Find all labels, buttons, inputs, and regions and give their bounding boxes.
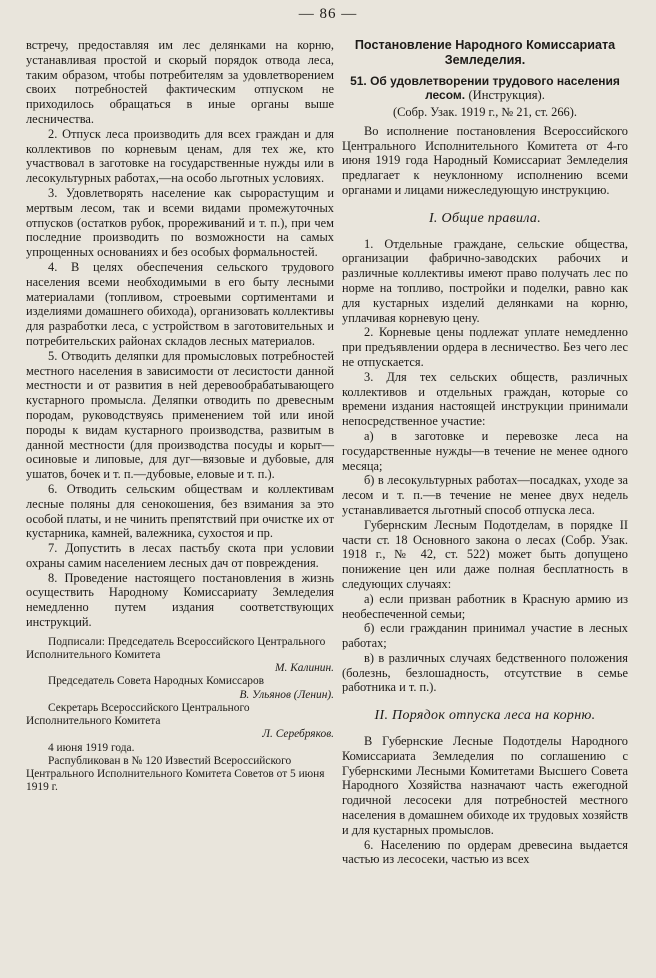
- signature-3-title: Секретарь Всероссийского Центрального Исполнительного Комитета: [26, 701, 250, 728]
- paragraph-5: 5. Отводить деляпки для промысловых потребностей местного населения в зависимости от лесистости данной местности и от развития в ней деревообрабатывающего кустарного промысла. Деляпки отводить по древесным породам, руководствуясь применением той или иной породы к видам кустарного производства, развитым в данной местности (для производства посуды и корыт—осиновые и липовые, для дуг—вязовые и дубовые, для ушатов, бочек и т. п.—дубовые, еловые и т. п.).: [26, 348, 334, 482]
- source-reference: (Собр. Узак. 1919 г., № 21, ст. 266).: [393, 105, 577, 119]
- rule-6: 6. Населению по ордерам древесина выдается частью из лесосеки, частью из всех: [342, 837, 628, 867]
- signature-1-title: Подписали: Председатель Всероссийского Центрального Исполнительного Комитета: [26, 635, 326, 662]
- rule-3-exemption: Губернским Лесным Подотделам, в порядке II части ст. 18 Основного закона о лесах (Собр. Узак. 1918 г., № 42, ст. 522) может быть допущено понижение цен или даже полная бесплатность в следующих случаях:: [342, 517, 628, 591]
- paragraph-6: 6. Отводить сельским обществам и коллективам лесные поляны для сенокошения, без взимания за это особой платы, и не чинить препятствий при очистке их от кустарника, камней, валежника, сухостоя и пр.: [26, 481, 334, 541]
- signature-2-name: В. Ульянов (Ленин).: [239, 688, 334, 701]
- rule-3-b: б) в лесокультурных работах—посадках, уходе за лесом и т. п.—в течение не менее двух недель устанавливается льготный способ отпуска леса.: [342, 473, 628, 517]
- section-1-heading: I. Общие правила.: [428, 210, 542, 226]
- signing-date: 4 июня 1919 года.: [48, 741, 135, 754]
- rule-3-a: а) в заготовке и перевозке леса на государственные нужды—в течение не менее одного месяца;: [342, 428, 628, 473]
- rule-3-case-c: в) в различных случаях бедственного положения (болезнь, безлошадность, отсутствие в семье работника и т. п.).: [342, 650, 628, 695]
- signature-1-name: М. Калинин.: [275, 662, 334, 675]
- rule-3: 3. Для тех сельских обществ, различных коллективов и отдельных граждан, которые со времени издания настоящей инструкции принимали непосредственное участие:: [342, 369, 628, 429]
- paragraph-continuation: встречу, предоставляя им лес делянками на корню, устанавливая простой и скорый порядок отвода леса, таким образом, чтобы потребителям за удовлетворением своих потребностей фактическим отпуском не приходилось обращаться в иные органы выше лесничества.: [26, 38, 334, 126]
- section-2-heading: II. Порядок отпуска леса на корню.: [374, 708, 596, 724]
- rule-4: В Губернские Лесные Подотделы Народного Комиссариата Земледелия по соглашению с Губернскими Лесными Комитетами Высшего Совета Народного Хозяйства назначают часть ежегодной годичной лесосеки для потребностей местного населения в домашнем обиходе их трудовых хозяйств и для кустарных промыслов.: [342, 734, 628, 837]
- decree-title: 51. Об удовлетворении трудового населения лесом.: [350, 74, 620, 102]
- paragraph-2: 2. Отпуск леса производить для всех граждан и для коллективов по корневым ценам, для тех же, кто участвовал в заготовке на государственные нужды или в лесокультурных работах,—на особо льготных условиях.: [26, 126, 334, 186]
- rule-1: 1. Отдельные граждане, сельские общества, организации фабрично-заводских рабочих и различные коллективы имеют право получать лес по норме на топливо, постройки и поделки, равно как для кустарных изделий делянками на корню, уплачивая корневую цену.: [342, 236, 628, 325]
- paragraph-3: 3. Удовлетворять население как сырорастущим и мертвым лесом, так и всеми видами промежуточных отпусков (остатков рубок, прореживаний и т. п.), при чем последние производить по возможности на самых упрощенных основаниях и без особых формальностей.: [26, 185, 334, 260]
- paragraph-7: 7. Допустить в лесах пастьбу скота при условии охраны самим населением лесных дач от повреждения.: [26, 541, 334, 570]
- rule-2: 2. Корневые цены подлежат уплате немедленно при предъявлении ордера в лесничество. Без чего лес не отпускается.: [342, 325, 628, 369]
- paragraph-8: 8. Проведение настоящего постановления в жизнь осуществить Народному Комиссариату Земледелия немедленно путем издания соответствующих инструкций.: [26, 570, 334, 630]
- commissariat-header: Постановление Народного Комиссариата Земледелия.: [354, 38, 616, 67]
- intro-paragraph: Во исполнение постановления Всероссийского Центрального Исполнительного Комитета от 4-го июня 1919 года Народный Комиссариат Земледелия предлагает к неуклонному исполнению всеми органами и лицами нижеследующую инструкцию.: [342, 123, 628, 197]
- page-number: — 86 —: [298, 6, 358, 22]
- decree-instruction-label: (Инструкция).: [468, 88, 545, 102]
- publication-note: Распубликован в № 120 Известий Всероссийского Центрального Исполнительного Комитета Советов от 5 июня 1919 г.: [26, 754, 325, 794]
- rule-3-case-a: а) если призван работник в Красную армию из необеспеченной семьи;: [342, 591, 628, 621]
- signatures: [26, 636, 334, 794]
- left-column: [26, 38, 334, 794]
- paragraph-4: 4. В целях обеспечения сельского трудового населения всеми необходимыми в его быту лесными материалами (топливом, строевыми сортиментами и изделиями домашнего обихода), организовать коллективы для разработки леса, с устройством в заготовительных и потребительских районах складов лесных материалов.: [26, 259, 334, 348]
- right-column: [342, 38, 628, 867]
- signature-3-name: Л. Серебряков.: [262, 728, 334, 741]
- decree-heading: [342, 74, 628, 102]
- signature-2-title: Председатель Совета Народных Комиссаров: [48, 675, 265, 688]
- rule-3-case-b: б) если гражданин принимал участие в лесных работах;: [342, 621, 628, 651]
